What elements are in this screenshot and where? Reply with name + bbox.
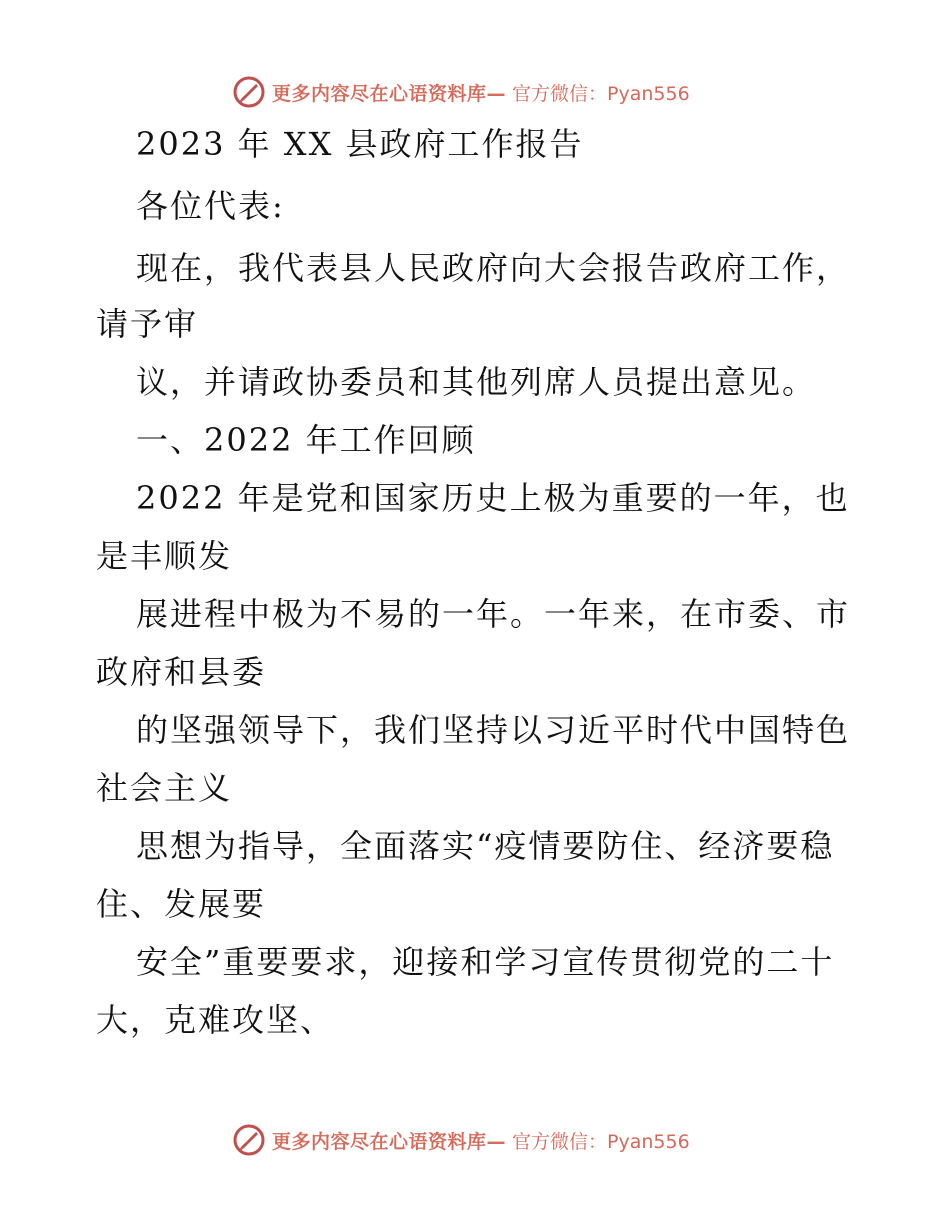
text-line: 是丰顺发 [96,537,233,575]
text-line: 政府和县委 [96,653,267,691]
footer-watermark [232,1120,690,1160]
watermark-wechat-text: 官方微信：Pyan556 [512,82,690,105]
text-line: 请予审 [96,305,199,343]
document-title: 2023 年 XX 县政府工作报告 [136,125,584,163]
watermark-wechat-text: 官方微信：Pyan556 [512,1130,690,1153]
header-watermark [232,72,690,112]
section-heading: 一、2022 年工作回顾 [136,421,476,459]
watermark-site-text: 更多内容尽在心语资料库— [272,82,507,105]
text-line: 各位代表: [136,187,285,225]
quill-logo-icon [232,1123,266,1157]
text-line: 2022 年是党和国家历史上极为重要的一年，也 [136,479,850,517]
text-line: 大，克难攻坚、 [96,1001,335,1039]
text-line: 现在，我代表县人民政府向大会报告政府工作， [136,249,851,287]
text-line: 思想为指导，全面落实“疫情要防住、经济要稳 [136,827,835,865]
watermark-site-text: 更多内容尽在心语资料库— [272,1130,507,1153]
text-line: 的坚强领导下，我们坚持以习近平时代中国特色 [136,711,851,749]
text-line: 展进程中极为不易的一年。一年来，在市委、市 [136,595,851,633]
text-line: 住、发展要 [96,885,267,923]
text-line: 议，并请政协委员和其他列席人员提出意见。 [136,363,817,401]
quill-logo-icon [232,75,266,109]
text-line: 安全”重要要求，迎接和学习宣传贯彻党的二十 [136,943,835,981]
text-line: 社会主义 [96,769,233,807]
